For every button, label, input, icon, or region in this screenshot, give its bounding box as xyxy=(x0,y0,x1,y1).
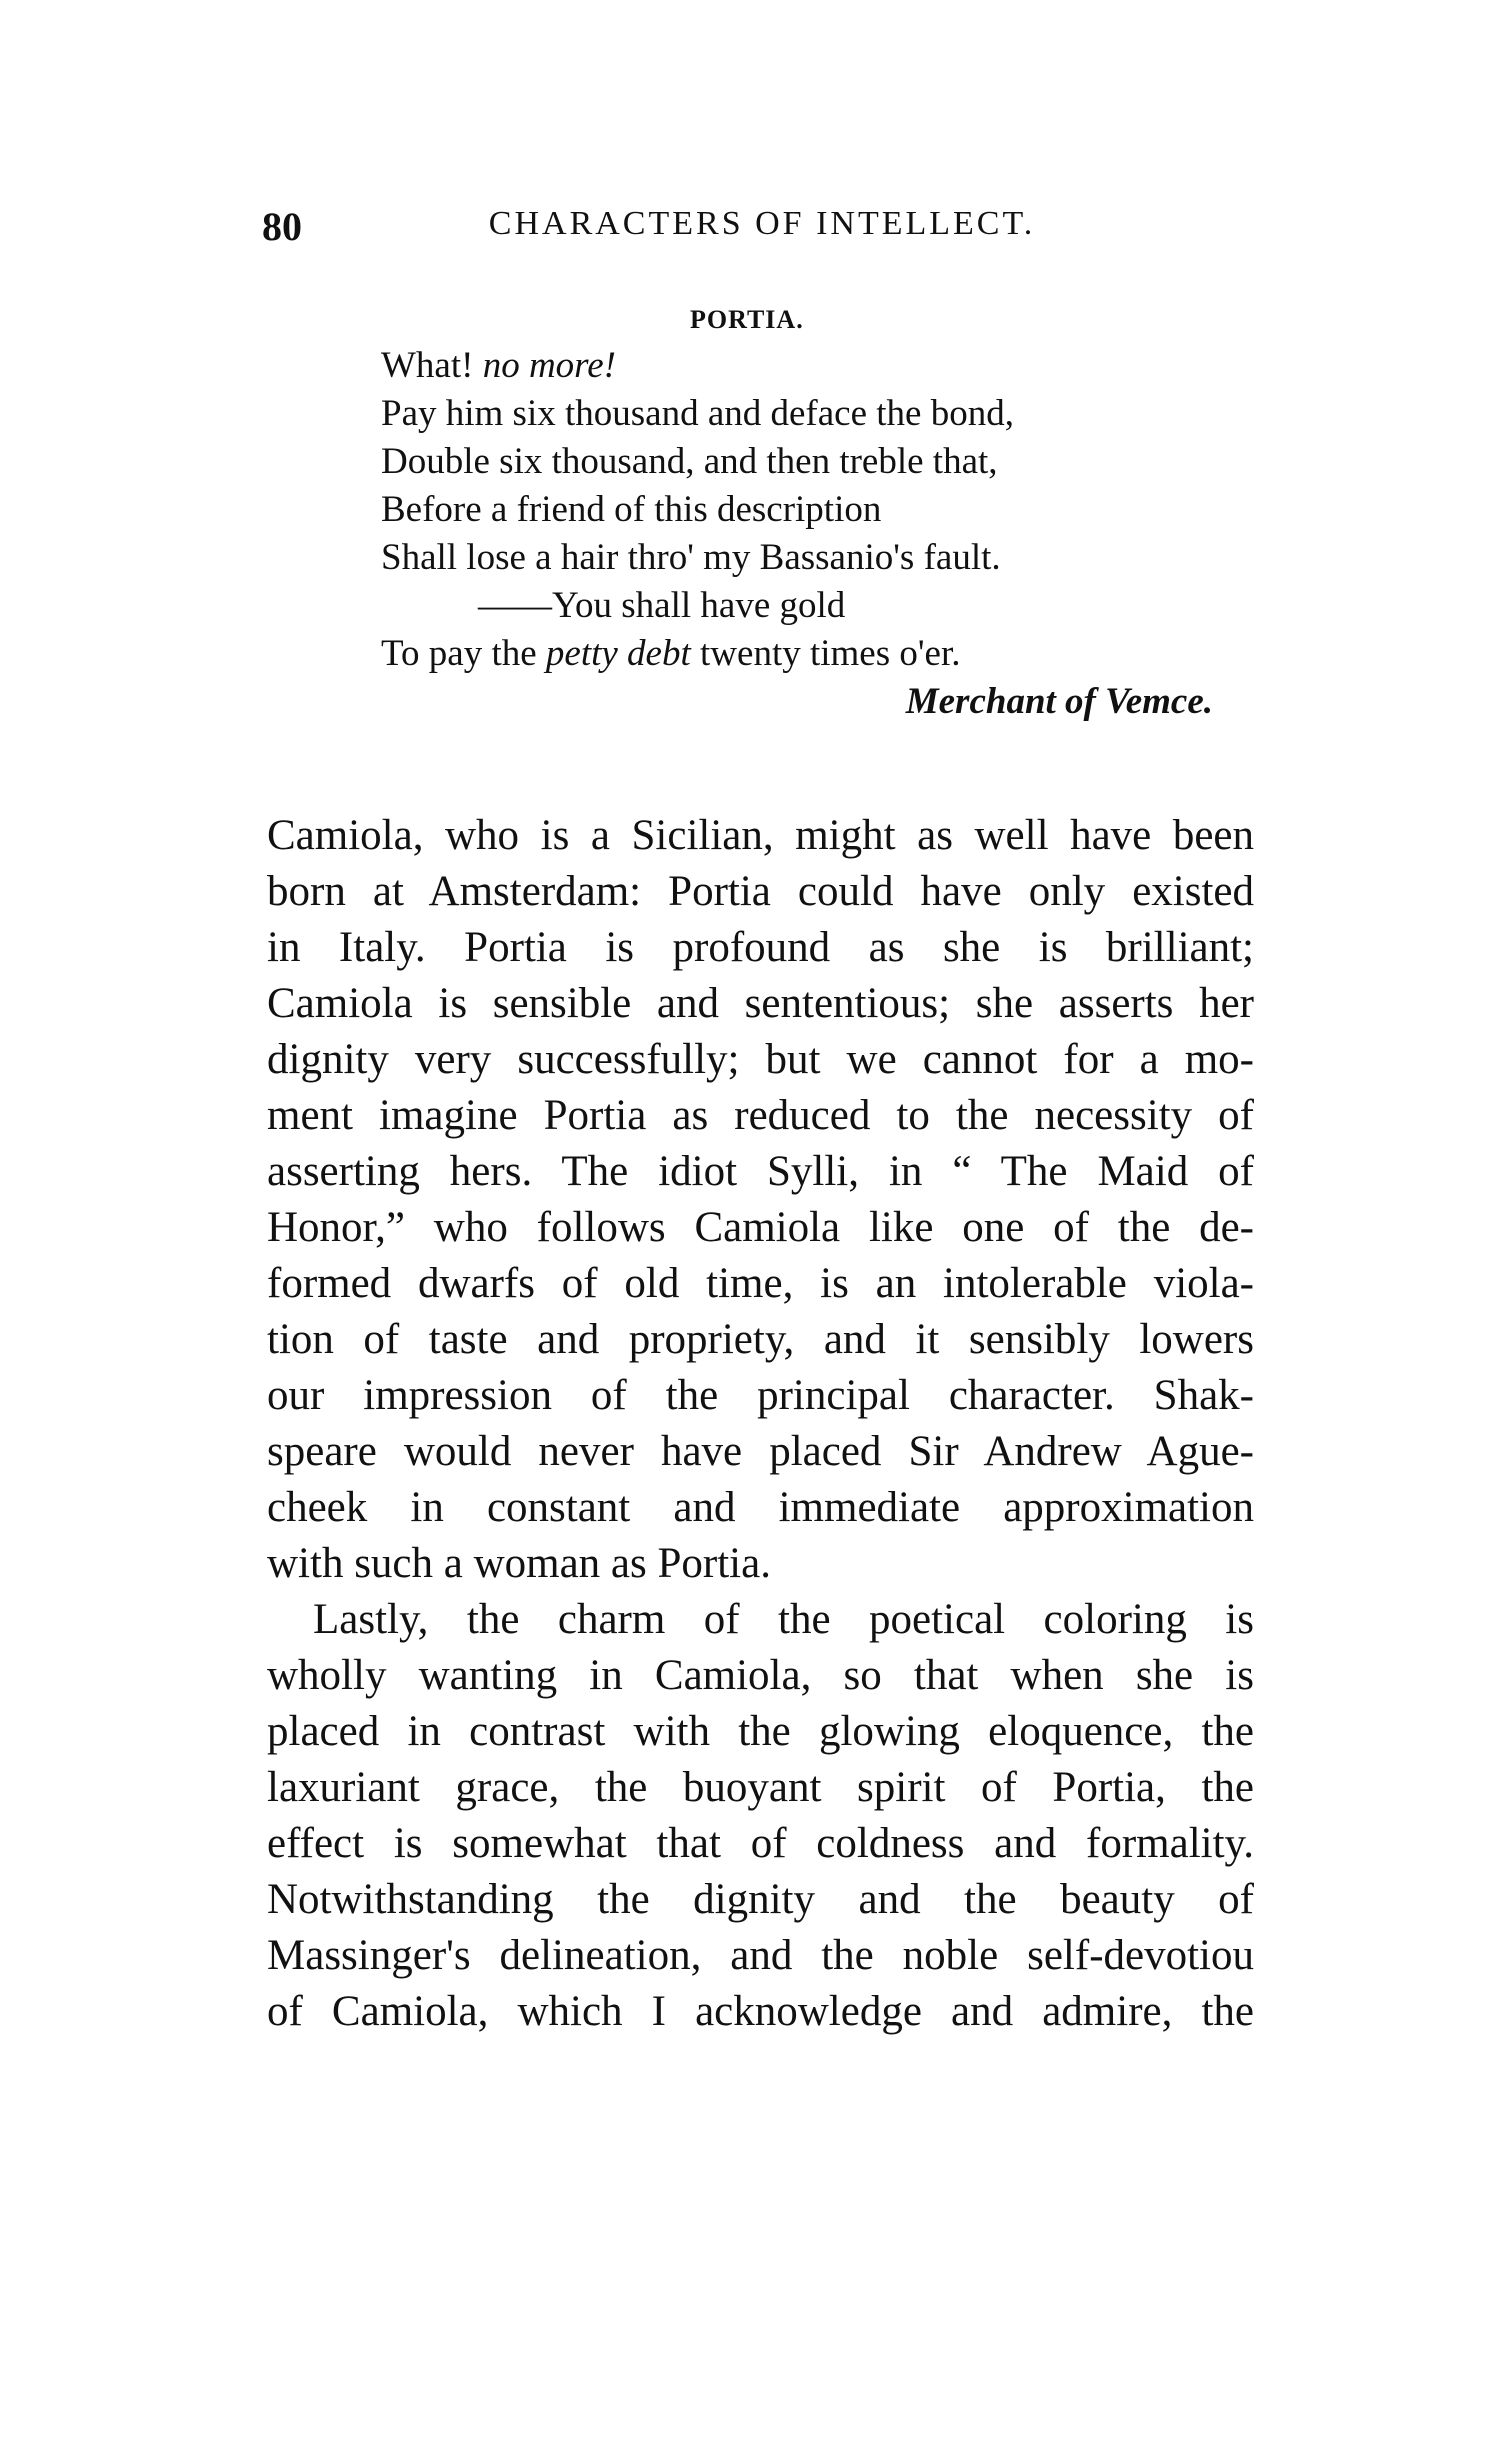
paragraph-2-line: placed in contrast with the glowing eloquence, the xyxy=(267,1708,1254,1755)
verse-text: To pay the xyxy=(381,633,546,674)
paragraph-1-line: Camiola is sensible and sententious; she asserts her xyxy=(267,980,1254,1027)
paragraph-2-line: Notwithstanding the dignity and the beauty of xyxy=(267,1876,1254,1923)
paragraph-1-line: dignity very successfully; but we cannot for a mo- xyxy=(267,1036,1254,1083)
paragraph-1-line: Camiola, who is a Sicilian, might as well have been xyxy=(267,812,1254,859)
verse-emphasis: no more! xyxy=(482,345,616,386)
quote-attribution: Merchant of Vemce. xyxy=(905,681,1213,722)
quote-speaker: PORTIA. xyxy=(690,305,804,334)
paragraph-1-line: in Italy. Portia is profound as she is brilliant; xyxy=(267,924,1254,971)
paragraph-2-line: Massinger's delineation, and the noble self-devotiou xyxy=(267,1932,1254,1979)
verse-line xyxy=(381,534,1001,582)
paragraph-1-line: with such a woman as Portia. xyxy=(267,1540,771,1587)
paragraph-2-line: Lastly, the charm of the poetical coloring is xyxy=(313,1596,1254,1643)
verse-line xyxy=(381,486,881,534)
running-title: CHARACTERS OF INTELLECT. xyxy=(488,205,1036,242)
paragraph-2-line: effect is somewhat that of coldness and formality. xyxy=(267,1820,1254,1867)
verse-emphasis: petty debt xyxy=(545,633,691,674)
verse-text: Shall lose a hair thro' my Bassanio's fault. xyxy=(381,537,1001,578)
verse-text: What! xyxy=(381,345,483,386)
verse-line xyxy=(478,582,845,630)
verse-line xyxy=(381,630,961,678)
paragraph-1-line: our impression of the principal character. Shak- xyxy=(267,1372,1254,1419)
paragraph-1-line: formed dwarfs of old time, is an intolerable viola- xyxy=(267,1260,1254,1307)
paragraph-1-line: cheek in constant and immediate approximation xyxy=(267,1484,1254,1531)
verse-text: Before a friend of this description xyxy=(381,489,882,530)
paragraph-2-line: of Camiola, which I acknowledge and admire, the xyxy=(267,1988,1254,2035)
verse-line xyxy=(381,390,1014,438)
verse-text: Double six thousand, and then treble that, xyxy=(381,441,998,482)
verse-text: ——You shall have gold xyxy=(478,585,846,626)
paragraph-1-line: asserting hers. The idiot Sylli, in “ The Maid of xyxy=(267,1148,1254,1195)
verse-text: twenty times o'er. xyxy=(690,633,961,674)
verse-text: Pay him six thousand and deface the bond, xyxy=(381,393,1014,434)
paragraph-1-line: ment imagine Portia as reduced to the necessity of xyxy=(267,1092,1254,1139)
paragraph-1-line: speare would never have placed Sir Andrew Ague- xyxy=(267,1428,1254,1475)
paragraph-1-line: tion of taste and propriety, and it sensibly lowers xyxy=(267,1316,1254,1363)
paragraph-1-line: Honor,” who follows Camiola like one of the de- xyxy=(267,1204,1254,1251)
paragraph-1-line: born at Amsterdam: Portia could have only existed xyxy=(267,868,1254,915)
paragraph-2-line: wholly wanting in Camiola, so that when she is xyxy=(267,1652,1254,1699)
verse-line xyxy=(381,342,616,390)
verse-line xyxy=(381,438,998,486)
paragraph-2-line: laxuriant grace, the buoyant spirit of Portia, the xyxy=(267,1764,1254,1811)
page-number: 80 xyxy=(262,204,302,249)
